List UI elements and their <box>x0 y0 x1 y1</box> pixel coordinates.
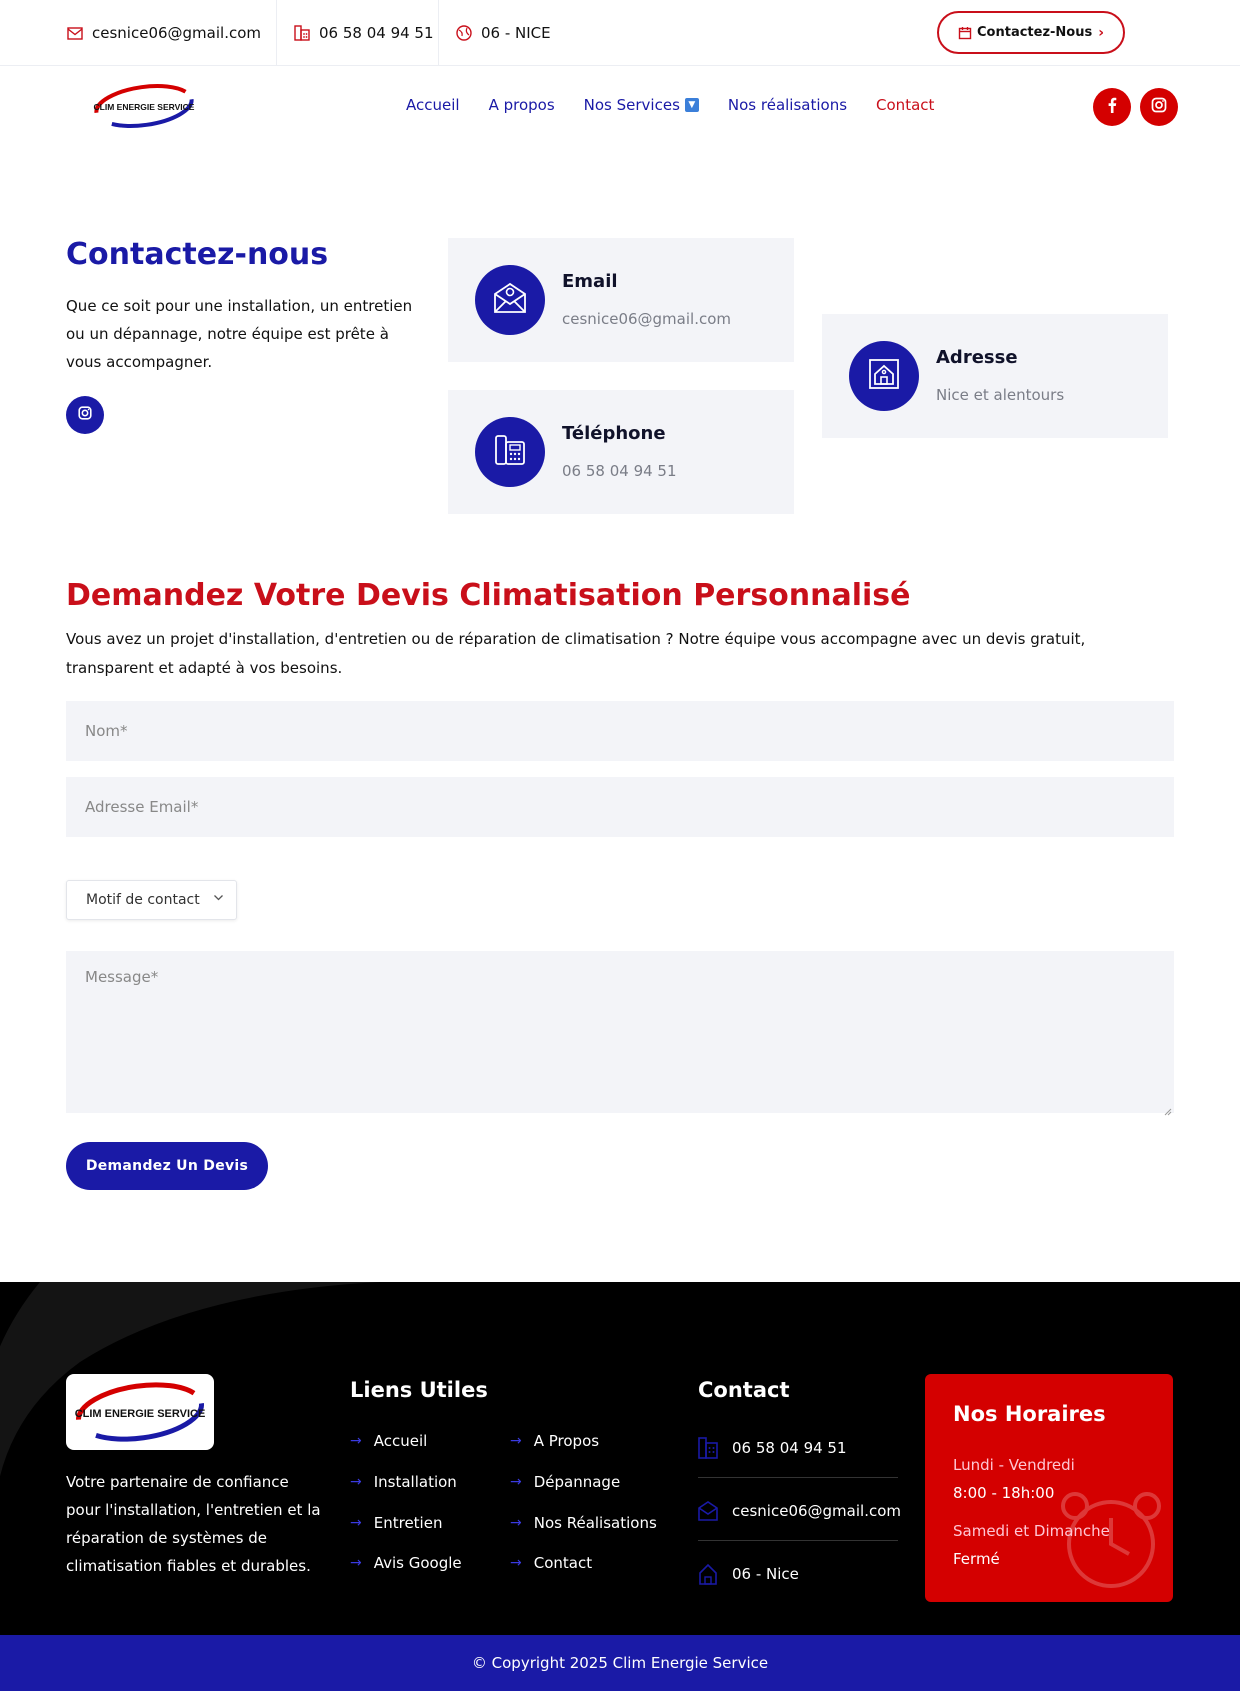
footer-link-avis-google[interactable]: → Avis Google <box>350 1554 462 1572</box>
footer-links-title: Liens Utiles <box>350 1378 488 1402</box>
contact-us-label: Contactez-Nous <box>977 25 1093 40</box>
desk-phone-icon <box>492 432 528 472</box>
hours-title: Nos Horaires <box>953 1402 1106 1426</box>
globe-icon <box>455 24 473 42</box>
facebook-button[interactable] <box>1093 88 1131 126</box>
address-card-value: Nice et alentours <box>936 386 1065 404</box>
mail-icon <box>66 24 84 42</box>
arrow-right-icon: → <box>350 1474 362 1490</box>
instagram-button[interactable] <box>66 396 104 434</box>
main-nav <box>0 66 1240 144</box>
nav-item-nos-services[interactable]: Nos Services ▼ <box>584 96 699 114</box>
email-card-title: Email <box>562 271 618 292</box>
topbar-location-text: 06 - NICE <box>481 24 551 42</box>
house-icon <box>698 1563 718 1585</box>
envelope-icon <box>492 280 528 320</box>
message-field-placeholder: Message* <box>85 968 159 986</box>
submit-quote-button[interactable] <box>66 1142 268 1190</box>
facebook-icon <box>1103 96 1121 118</box>
hours-weekend-time: Fermé <box>953 1550 1000 1568</box>
topbar-email-text: cesnice06@gmail.com <box>92 24 261 42</box>
arrow-right-icon: → <box>350 1515 362 1531</box>
mail-icon <box>698 1500 718 1522</box>
hours-weekend-label: Samedi et Dimanche <box>953 1522 1110 1540</box>
svg-text:CLIM ENERGIE SERVICE: CLIM ENERGIE SERVICE <box>74 1408 206 1420</box>
footer-contact-location: 06 - Nice <box>698 1563 799 1585</box>
arrow-right-icon: → <box>510 1555 522 1571</box>
footer-contact-phone[interactable]: 06 58 04 94 51 <box>698 1437 847 1459</box>
dropdown-arrow-icon: ▼ <box>685 98 699 112</box>
hours-weekday-label: Lundi - Vendredi <box>953 1456 1075 1474</box>
email-field[interactable] <box>66 777 1174 837</box>
name-field[interactable] <box>66 701 1174 761</box>
topbar-divider <box>438 0 439 66</box>
copyright-bar <box>0 1635 1240 1691</box>
quote-form-description: Vous avez un projet d'installation, d'entretien ou de réparation de climatisation ? Notre équipe vous accompagne avec un devis gratuit, transparent et adapté à vos besoins. <box>66 630 1086 677</box>
footer-about: Votre partenaire de confiance pour l'installation, l'entretien et la réparation de systèmes de climatisation fiables et durables. <box>66 1473 321 1575</box>
footer-contact-email[interactable]: cesnice06@gmail.com <box>698 1500 901 1522</box>
footer-link-nos-realisations[interactable]: → Nos Réalisations <box>510 1514 657 1532</box>
arrow-right-icon: → <box>510 1433 522 1449</box>
phone-icon <box>293 24 311 42</box>
contact-reason-value: Motif de contact <box>86 892 200 908</box>
quote-form-title: Demandez Votre Devis Climatisation Personnalisé <box>66 578 911 613</box>
footer-logo[interactable] <box>66 1374 214 1450</box>
chevron-right-icon: › <box>1098 24 1104 41</box>
footer-contact-title: Contact <box>698 1378 790 1402</box>
footer-link-installation[interactable]: → Installation <box>350 1473 457 1491</box>
nav-item-a-propos[interactable]: A propos <box>488 96 555 114</box>
nav-item-accueil[interactable]: Accueil <box>406 96 460 114</box>
resize-handle-icon[interactable] <box>1163 1102 1172 1111</box>
email-field-placeholder: Adresse Email* <box>85 798 199 816</box>
footer-link-a-propos[interactable]: → A Propos <box>510 1432 600 1450</box>
contact-description: Que ce soit pour une installation, un entretien ou un dépannage, notre équipe est prête à vous accompagner. <box>66 297 413 371</box>
hours-weekday-time: 8:00 - 18h:00 <box>953 1484 1055 1502</box>
topbar-phone-text: 06 58 04 94 51 <box>319 24 434 42</box>
address-card-icon-circle <box>849 341 919 411</box>
topbar-email[interactable] <box>66 0 261 66</box>
topbar-phone[interactable] <box>293 0 434 66</box>
copyright-text: © Copyright 2025 Clim Energie Service <box>471 1654 769 1672</box>
alarm-clock-icon <box>1055 1484 1167 1596</box>
nav-menu <box>406 66 963 144</box>
email-card-icon-circle <box>475 265 545 335</box>
email-card-value[interactable]: cesnice06@gmail.com <box>562 310 731 328</box>
instagram-button[interactable] <box>1140 88 1178 126</box>
phone-icon <box>698 1437 718 1459</box>
topbar-divider <box>276 0 277 66</box>
footer-link-accueil[interactable]: → Accueil <box>350 1432 428 1450</box>
phone-card <box>448 390 794 514</box>
submit-quote-label: Demandez Un Devis <box>85 1158 249 1174</box>
nav-item-nos-realisations[interactable]: Nos réalisations <box>727 96 848 114</box>
chevron-down-icon <box>213 892 224 906</box>
name-field-placeholder: Nom* <box>85 722 128 740</box>
contact-reason-select[interactable] <box>66 880 237 920</box>
footer-divider <box>698 1540 898 1541</box>
footer <box>0 1282 1240 1635</box>
footer-divider <box>698 1477 898 1478</box>
email-card <box>448 238 794 362</box>
address-card-title: Adresse <box>936 347 1018 368</box>
phone-card-title: Téléphone <box>562 423 666 444</box>
contact-us-button[interactable] <box>937 11 1125 54</box>
instagram-icon <box>77 405 93 425</box>
arrow-right-icon: → <box>510 1474 522 1490</box>
message-field[interactable] <box>66 951 1174 1113</box>
calendar-icon <box>958 26 972 40</box>
arrow-right-icon: → <box>350 1433 362 1449</box>
phone-card-value[interactable]: 06 58 04 94 51 <box>562 462 677 480</box>
topbar-location <box>455 0 551 66</box>
house-icon <box>866 356 902 396</box>
nav-item-contact[interactable]: Contact <box>876 96 935 114</box>
phone-card-icon-circle <box>475 417 545 487</box>
top-bar <box>0 0 1240 66</box>
footer-link-contact[interactable]: → Contact <box>510 1554 593 1572</box>
arrow-right-icon: → <box>510 1515 522 1531</box>
site-logo[interactable] <box>92 82 198 130</box>
instagram-icon <box>1150 96 1168 118</box>
address-card <box>822 314 1168 438</box>
contact-title: Contactez-nous <box>66 237 329 272</box>
footer-link-entretien[interactable]: → Entretien <box>350 1514 443 1532</box>
opening-hours-box <box>925 1374 1173 1602</box>
arrow-right-icon: → <box>350 1555 362 1571</box>
footer-link-depannage[interactable]: → Dépannage <box>510 1473 621 1491</box>
svg-text:CLIM ENERGIE SERVICE: CLIM ENERGIE SERVICE <box>93 102 195 112</box>
